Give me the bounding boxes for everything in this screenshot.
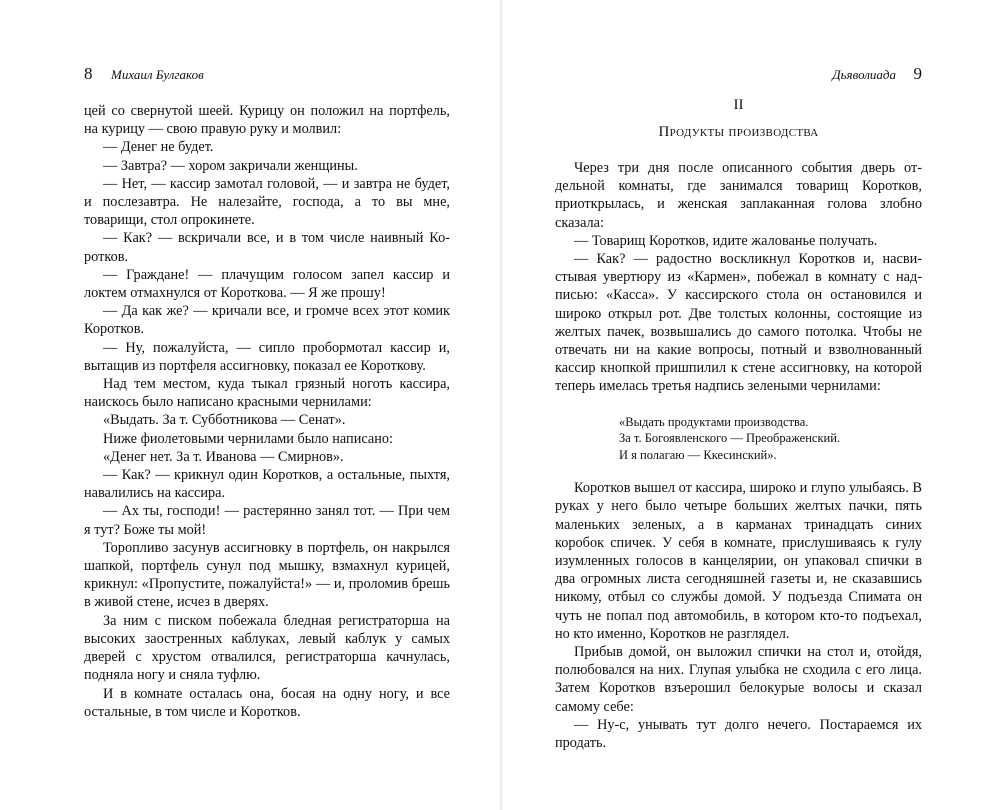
right-page <box>555 0 922 810</box>
paragraph: — Ну, пожалуйста, — сипло пробормотал кассир и, вытащив из портфеля ассигновку, показал ее Короткову. <box>84 339 450 374</box>
paragraph: — Как? — крикнул один Коротков, а остальные, пыхтя, навалились на кассира. <box>84 467 450 502</box>
right-running-head-title: Дьяволиада <box>832 67 896 82</box>
paragraph: — Граждане! — плачущим голосом запел кассир и локтем отмахнулся от Короткова. — Я же прошу! <box>84 266 450 302</box>
paragraph: Через три дня после описанного события дверь отдельной комнаты, где занимался товарищ Коротков, приоткрылась, и женская заплаканная голова злобно сказала: <box>555 160 922 231</box>
paragraph: Прибыв домой, он выложил спички на стол и, отойдя, полюбовался на них. Глупая улыбка не сходила с его лица. Затем Коротков взъерошил белокурые волосы и сказал самому себе: <box>555 643 922 715</box>
paragraph: Коротков вышел от кассира, широко и глупо улыбаясь. В руках у него было четыре больших желтых пачки, пять маленьких зеленых, а в карманах тринадцать синих коробок спичек. У себя в комнате, прислушиваясь к гулу изумленных голосов в канцелярии, он упаковал спички в два огромных листа сегодняшней газеты и, не сказавшись никому, отбыл со службы домой. У подъезда Спимата он чуть не попал под автомобиль, в котором кто-то подъехал, но кто именно, Коротков не разглядел. <box>555 480 922 642</box>
paragraph: За ним с писком побежала бледная регистраторша на высоких заостренных каблуках, левый каблук у самых дверей с хрустом отвалился, регистраторша качнулась, подняла ногу и сняла туфлю. <box>84 612 450 684</box>
book-gutter <box>499 0 503 810</box>
inscription-line: За т. Богоявленского — Преображенский. <box>619 431 841 446</box>
paragraph: — Как? — вскричали все, и в том числе наивный Коротков. <box>84 230 450 265</box>
paragraph: «Выдать. За т. Субботникова — Сенат». <box>103 412 346 429</box>
paragraph: — Нет, — кассир замотал головой, — и завтра не будет, и послезавтра. Не налезайте, господа, а то вы мне, товарищи, стол опрокинете. <box>84 175 450 229</box>
paragraph: «Денег нет. За т. Иванова — Смирнов». <box>103 448 344 465</box>
paragraph: Над тем местом, куда тыкал грязный ноготь кассира, наискось было написано красными чернилами: <box>84 376 450 411</box>
left-running-header <box>84 64 450 86</box>
right-page-number: 9 <box>913 64 922 83</box>
paragraph: — Ну-с, унывать тут долго нечего. Постараемся их продать. <box>555 716 922 751</box>
right-page-body <box>555 96 922 752</box>
paragraph: цей со свернутой шеей. Курицу он положил на портфель, на курицу — свою правую руку и молвил: <box>84 103 450 138</box>
inscription-line: И я полагаю — Ккесинский». <box>619 447 777 462</box>
inscription-quote <box>619 414 922 464</box>
paragraph: — Завтра? — хором закричали женщины. <box>103 157 358 174</box>
left-running-head-author: Михаил Булгаков <box>111 67 204 82</box>
inscription-line: «Выдать продуктами производства. <box>619 414 809 429</box>
chapter-title: Продукты производства <box>658 124 819 140</box>
left-page-number: 8 <box>84 64 93 83</box>
left-page-body <box>84 102 450 721</box>
paragraph: — Денег не будет. <box>103 139 214 156</box>
paragraph: И в комнате осталась она, босая на одну ногу, и все остальные, в том числе и Коротков. <box>84 685 450 720</box>
paragraph: — Как? — радостно воскликнул Коротков и, насвистывая увертюру из «Кармен», побежал в комнату с надписью: «Касса». У кассирского стола он остановился и широко открыл рот. Две толстых колонны, состоящие из желтых пачек, возвышались до самого потолка. Чтобы не отвечать ни на какие вопросы, потный и взволнованный кассир кнопкой пришпилил к стене ассигновку, на которой теперь имелась третья надпись зелеными чернилами: <box>555 251 922 395</box>
paragraph: — Ах ты, господи! — растерянно занял тот. — При чем я тут? Боже ты мой! <box>84 503 450 538</box>
paragraph: Ниже фиолетовыми чернилами было написано: <box>103 430 394 447</box>
left-page <box>84 0 450 810</box>
paragraph: Торопливо засунув ассигновку в портфель, он накрылся шапкой, портфель сунул под мышку, взмахнул курицей, крикнул: «Пропустите, пожалуйста!» — и, проломив брешь в живой стене, исчез в дверях. <box>84 539 450 611</box>
paragraph: — Да как же? — кричали все, и громче всех этот комик Коротков. <box>84 303 450 338</box>
right-running-header <box>555 64 922 86</box>
chapter-number: II <box>733 97 744 113</box>
paragraph: — Товарищ Коротков, идите жалованье получать. <box>574 232 878 249</box>
